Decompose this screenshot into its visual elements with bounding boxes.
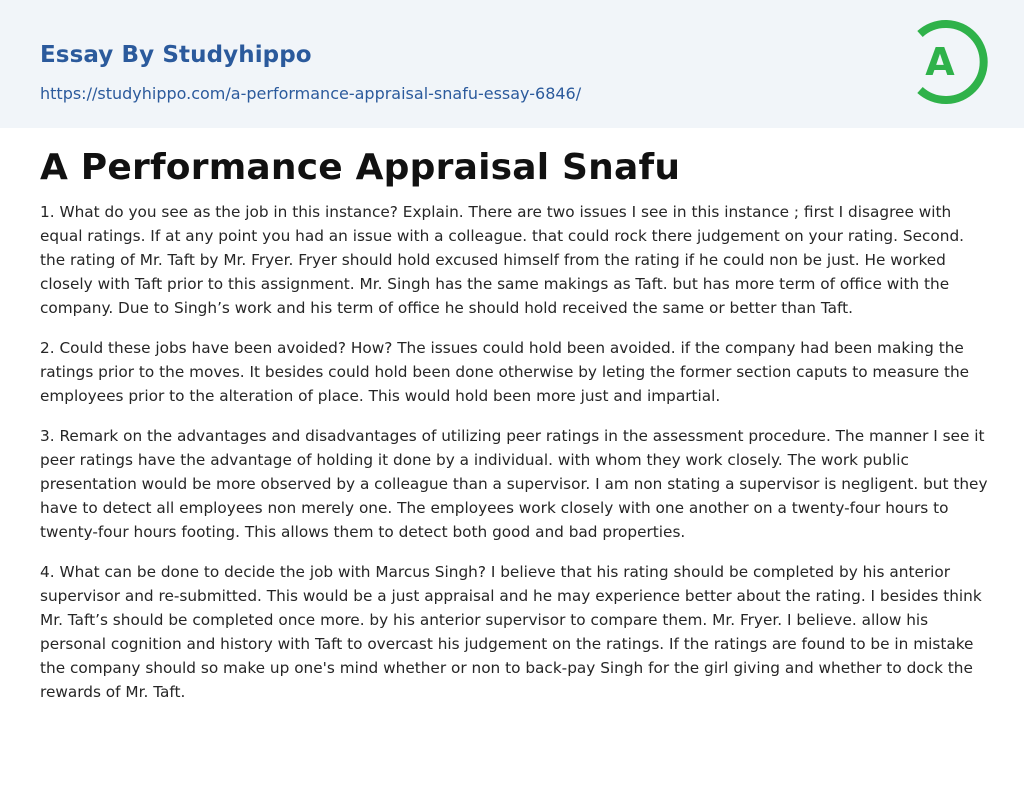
essay-paragraph-1: 1. What do you see as the job in this instance? Explain. There are two issues I see in this instance ; first I disagree with equal ratings. If at any point you had an issue with a colleague. that could rock there judgement on your rating. Second. the rating of Mr. Taft by Mr. Fryer. Fryer should hold excused himself from the rating if he could non be just. He worked closely with Taft prior to this assignment. Mr. Singh has the same makings as Taft. but has more term of office with the company. Due to Singh’s work and his term of office he should hold received the same or better than Taft. (40, 203, 965, 317)
essay-body (40, 200, 988, 720)
essay-paragraph-3: 3. Remark on the advantages and disadvantages of utilizing peer ratings in the assessment procedure. The manner I see it peer ratings have the advantage of holding it done by a individual. with whom they work closely. The work public presentation would be more observed by a colleague than a supervisor. I am non stating a supervisor is negligent. but they have to detect all employees non merely one. The employees work closely with one another on a twenty-four hours to twenty-four hours footing. This allows them to detect both good and bad properties. (40, 427, 988, 541)
studyhippo-logo-icon[interactable] (908, 16, 990, 108)
brand-title[interactable]: Essay By Studyhippo (40, 42, 312, 68)
essay-paragraph-2: 2. Could these jobs have been avoided? How? The issues could hold been avoided. if the company had been making the ratings prior to the moves. It besides could hold been done otherwise by leting the former section caputs to measure the employees prior to the alteration of place. This would hold been more just and impartial. (40, 339, 970, 405)
essay-url-link[interactable]: https://studyhippo.com/a-performance-appraisal-snafu-essay-6846/ (40, 84, 582, 103)
page-title: A Performance Appraisal Snafu (40, 147, 681, 188)
essay-paragraph-4: 4. What can be done to decide the job with Marcus Singh? I believe that his rating should be completed by his anterior supervisor and re-submitted. This would be a just appraisal and he may experience better about the rating. I besides think Mr. Taft’s should be completed once more. by his anterior supervisor to compare them. Mr. Fryer. I believe. allow his personal cognition and history with Taft to overcast his judgement on the ratings. If the ratings are found to be in mistake the company should so make up one's mind whether or non to back-pay Singh for the girl giving and whether to dock the rewards of Mr. Taft. (40, 563, 982, 701)
logo-letter: A (925, 40, 955, 84)
